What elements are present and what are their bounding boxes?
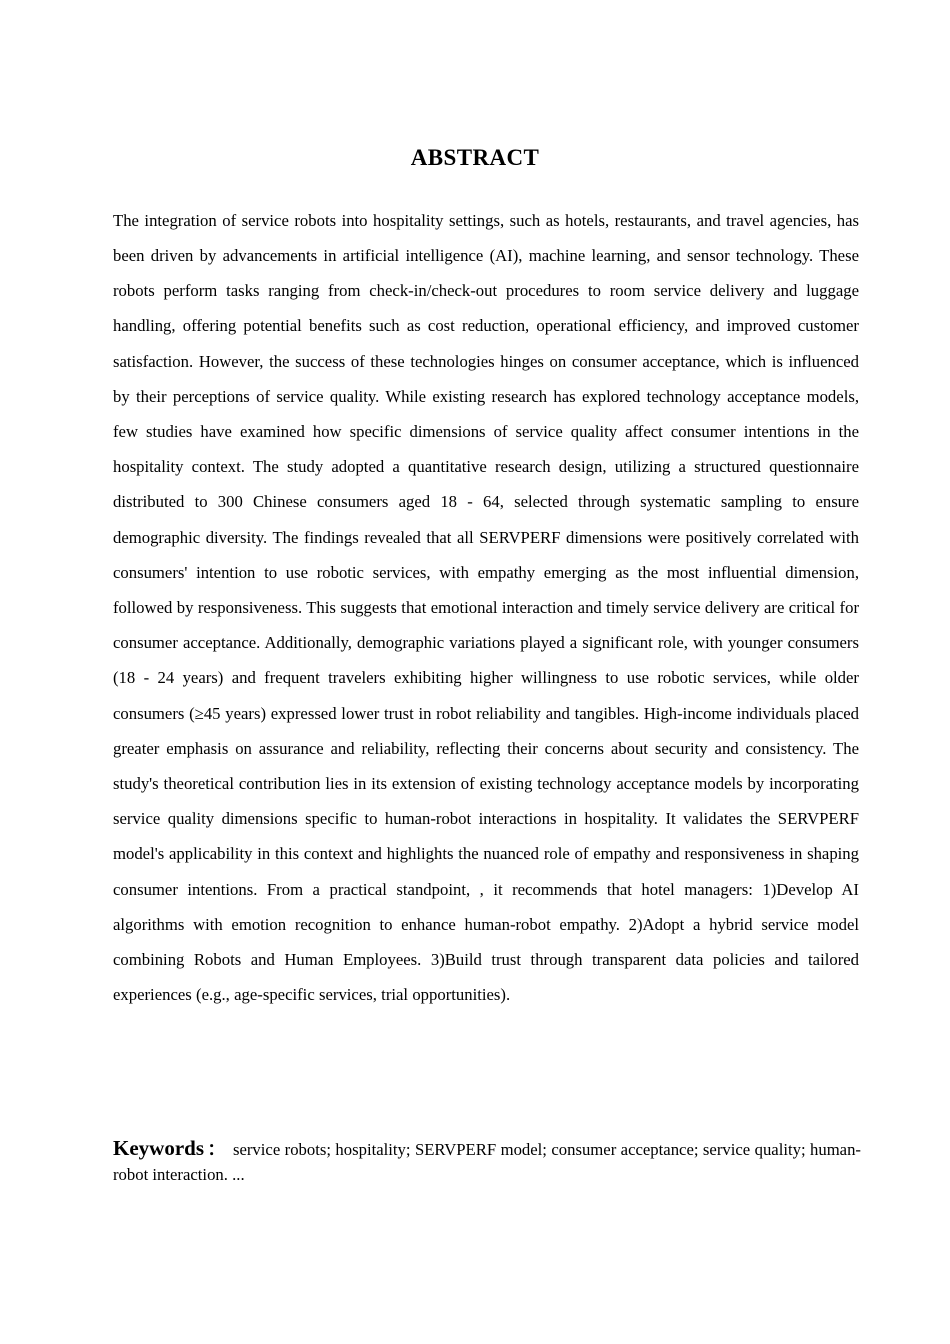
page-title: ABSTRACT	[410, 145, 540, 171]
keywords-list: service robots; hospitality; SERVPERF model; consumer acceptance; service quality; human-robot interaction. ...	[113, 1140, 861, 1184]
keywords-section	[113, 1136, 861, 1187]
keywords-colon: ：	[207, 1139, 227, 1160]
abstract-paragraph: The integration of service robots into hospitality settings, such as hotels, restaurants, and travel agencies, has been driven by advancements in artificial intelligence (AI), machine learning, and sensor technology. These robots perform tasks ranging from check-in/check-out procedures to room service delivery and luggage handling, offering potential benefits such as cost reduction, operational efficiency, and improved customer satisfaction. However, the success of these technologies hinges on consumer acceptance, which is influenced by their perceptions of service quality. While existing research has explored technology acceptance models, few studies have examined how specific dimensions of service quality affect consumer intentions in the hospitality context. The study adopted a quantitative research design, utilizing a structured questionnaire distributed to 300 Chinese consumers aged 18 ‐ 64, selected through systematic sampling to ensure demographic diversity. The findings revealed that all SERVPERF dimensions were positively correlated with consumers' intention to use robotic services, with empathy emerging as the most influential dimension, followed by responsiveness. This suggests that emotional interaction and timely service delivery are critical for consumer acceptance. Additionally, demographic variations played a significant role, with younger consumers (18 ‐ 24 years) and frequent travelers exhibiting higher willingness to use robotic services, while older consumers (≥45 years) expressed lower trust in robot reliability and tangibles. High-income individuals placed greater emphasis on assurance and reliability, reflecting their concerns about security and consistency. The study's theoretical contribution lies in its extension of existing technology acceptance models by incorporating service quality dimensions specific to human-robot interactions in hospitality. It validates the SERVPERF model's applicability in this context and highlights the nuanced role of empathy and responsiveness in shaping consumer intentions. From a practical standpoint, , it recommends that hotel managers: 1)Develop AI algorithms with emotion recognition to enhance human-robot empathy. 2)Adopt a hybrid service model combining Robots and Human Employees. 3)Build trust through transparent data policies and tailored experiences (e.g., age-specific services, trial opportunities).	[113, 210, 859, 1005]
keywords-label: Keywords	[113, 1136, 204, 1160]
